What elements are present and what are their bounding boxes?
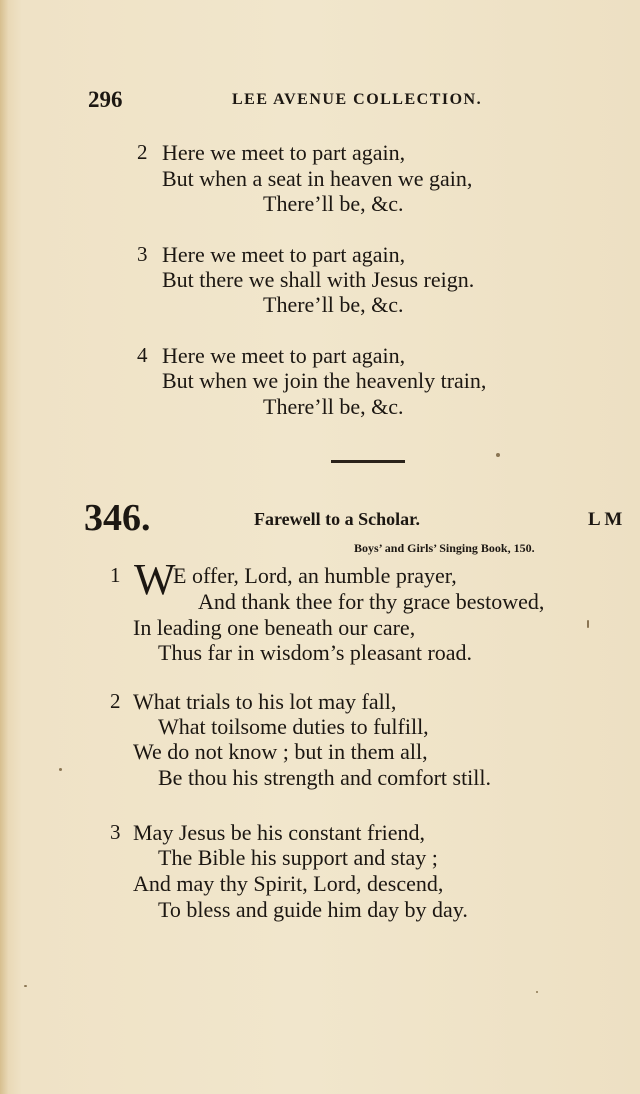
verse-line: In leading one beneath our care, — [133, 615, 416, 640]
verse-number: 4 — [137, 343, 148, 367]
paper-speck — [536, 991, 538, 993]
verse-line: Here we meet to part again, — [162, 242, 406, 267]
hymn-source: Boys’ and Girls’ Singing Book, 150. — [354, 541, 535, 555]
verse-line: We do not know ; but in them all, — [133, 739, 428, 764]
verse-line: Here we meet to part again, — [162, 343, 406, 368]
verse-number: 3 — [137, 242, 148, 266]
verse-number: 2 — [137, 140, 148, 164]
verse-line: Be thou his strength and comfort still. — [158, 765, 492, 790]
page-binding-edge — [0, 0, 8, 1094]
page-number: 296 — [88, 87, 123, 112]
verse-line: But there we shall with Jesus reign. — [162, 267, 475, 292]
running-title: LEE AVENUE COLLECTION. — [232, 91, 483, 108]
verse-line: E offer, Lord, an humble prayer, — [173, 563, 457, 588]
verse-line: What trials to his lot may fall, — [133, 689, 397, 714]
verse-line: But when we join the heavenly train, — [162, 368, 487, 393]
verse-number: 2 — [110, 689, 121, 713]
verse-refrain: There’ll be, &c. — [263, 191, 404, 216]
paper-speck — [587, 620, 589, 628]
hymn-title: Farewell to a Scholar. — [254, 509, 420, 529]
verse-line: What toilsome duties to fulfill, — [158, 714, 429, 739]
drop-cap: W — [134, 555, 176, 604]
hymn-meter: L M — [588, 509, 623, 530]
paper-speck — [24, 985, 27, 987]
verse-refrain: There’ll be, &c. — [263, 394, 404, 419]
verse-line: May Jesus be his constant friend, — [133, 820, 426, 845]
section-divider — [331, 460, 405, 463]
hymn-number: 346. — [84, 497, 151, 539]
verse-number: 1 — [110, 563, 121, 587]
verse-line: And may thy Spirit, Lord, descend, — [133, 871, 444, 896]
verse-line: The Bible his support and stay ; — [158, 845, 438, 870]
verse-line: And thank thee for thy grace bestowed, — [198, 589, 545, 614]
verse-number: 3 — [110, 820, 121, 844]
verse-line: Thus far in wisdom’s pleasant road. — [158, 640, 473, 665]
verse-line: Here we meet to part again, — [162, 140, 406, 165]
verse-refrain: There’ll be, &c. — [263, 292, 404, 317]
verse-line: To bless and guide him day by day. — [158, 897, 468, 922]
paper-speck — [59, 768, 62, 771]
paper-speck — [496, 453, 500, 457]
verse-line: But when a seat in heaven we gain, — [162, 166, 473, 191]
